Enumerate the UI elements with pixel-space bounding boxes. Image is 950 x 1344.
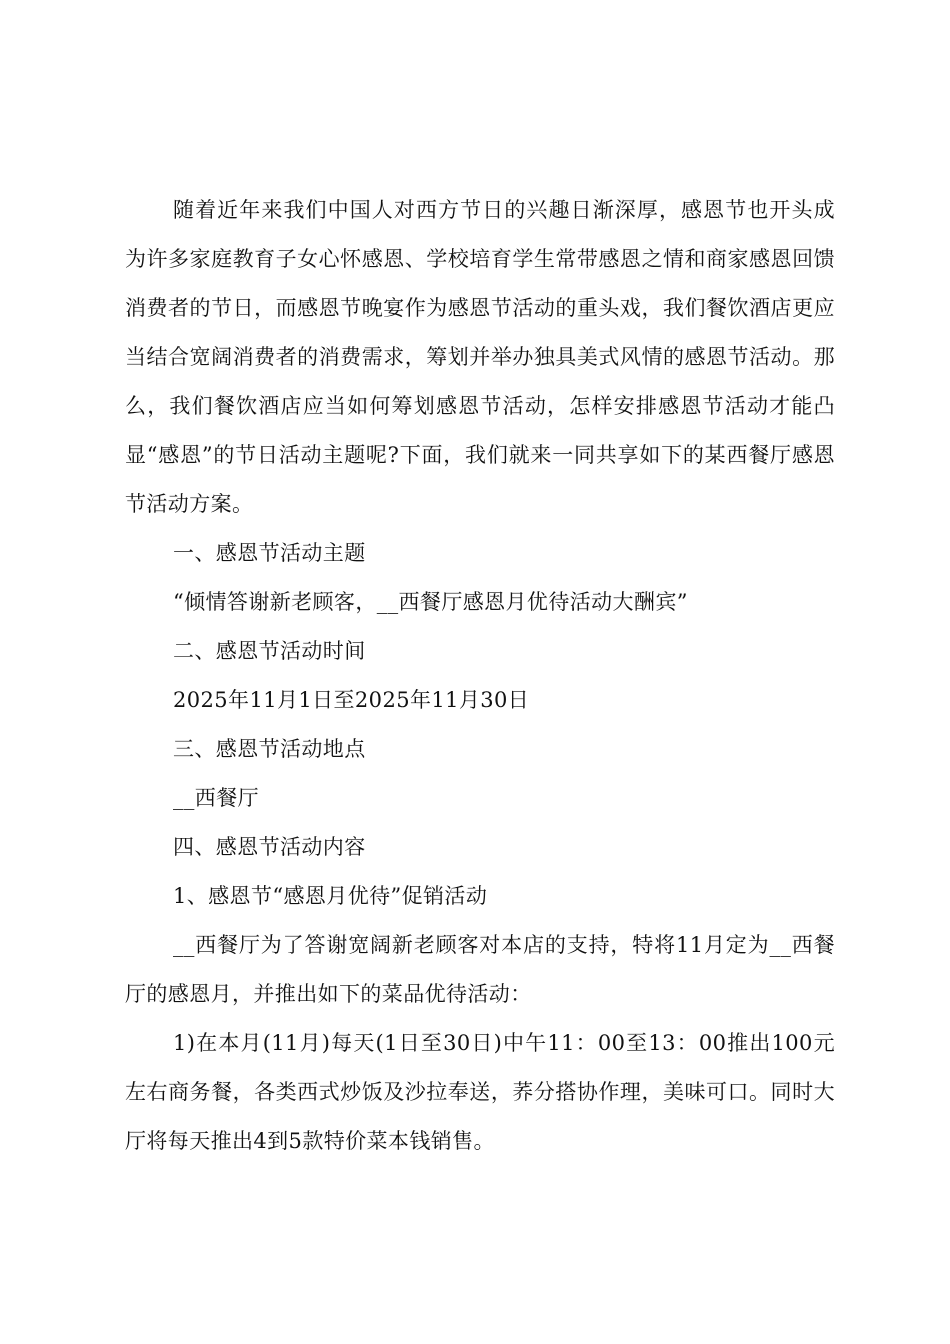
section-heading-theme: 一、感恩节活动主题	[173, 541, 366, 565]
section-text-location: __西餐厅	[173, 786, 259, 810]
section-text-time: 2025年11月1日至2025年11月30日	[173, 688, 530, 712]
section-heading-time: 二、感恩节活动时间	[173, 639, 366, 663]
section-text-theme: “倾情答谢新老顾客，__西餐厅感恩月优待活动大酬宾”	[173, 590, 688, 614]
section-heading-location: 三、感恩节活动地点	[173, 737, 366, 761]
item-heading-promotion: 1、感恩节“感恩月优待”促销活动	[173, 884, 488, 908]
document-body	[125, 186, 835, 1166]
section-heading-content: 四、感恩节活动内容	[173, 835, 366, 859]
item-paragraph-promotion: __西餐厅为了答谢宽阔新老顾客对本店的支持，特将11月定为__西餐厅的感恩月，并推出如下的菜品优待活动：	[125, 933, 835, 1006]
item-subparagraph-1: 1)在本月(11月)每天(1日至30日)中午11：00至13：00推出100元左右商务餐，各类西式炒饭及沙拉奉送，荞分搭协作理，美味可口。同时大厅将每天推出4到5款特价菜本钱销售。	[125, 1031, 835, 1153]
intro-paragraph: 随着近年来我们中国人对西方节日的兴趣日渐深厚，感恩节也开头成为许多家庭教育子女心怀感恩、学校培育学生常带感恩之情和商家感恩回馈消费者的节日，而感恩节晚宴作为感恩节活动的重头戏，我们餐饮酒店更应当结合宽阔消费者的消费需求，筹划并举办独具美式风情的感恩节活动。那么，我们餐饮酒店应当如何筹划感恩节活动，怎样安排感恩节活动才能凸显“感恩”的节日活动主题呢?下面，我们就来一同共享如下的某西餐厅感恩节活动方案。	[125, 198, 835, 516]
